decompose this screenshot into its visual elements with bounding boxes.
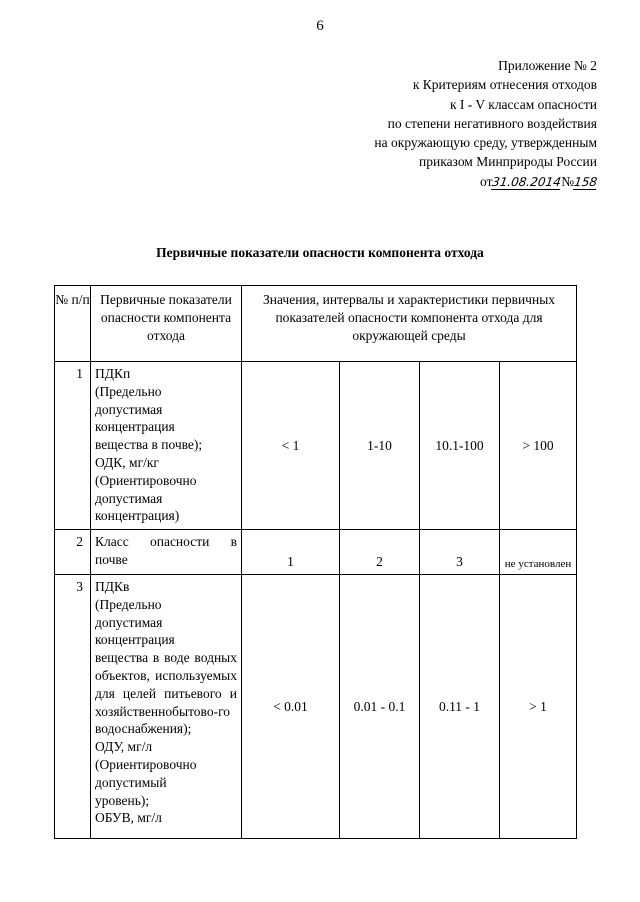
- table-row: [55, 575, 577, 839]
- value-cell: 3: [420, 530, 500, 575]
- header-num: № п/п: [55, 286, 91, 362]
- indicator-line: концентрация: [95, 632, 175, 648]
- indicator-line: уровень);: [95, 792, 150, 808]
- indicator-line: концентрация: [95, 419, 175, 435]
- value-cell: 0.11 - 1: [420, 575, 500, 839]
- appendix-line: к I - V классам опасности: [449, 96, 597, 112]
- appendix-line: по степени негативного воздействия: [387, 115, 597, 131]
- appendix-date-line: [374, 172, 597, 191]
- indicator-line: допустимая: [95, 490, 163, 506]
- indicator-line: допустимая: [95, 401, 163, 417]
- value-cell: 0.01 - 0.1: [340, 575, 420, 839]
- date-prefix: от: [480, 173, 493, 189]
- value-cell: > 100: [500, 362, 577, 530]
- value-cell: < 0.01: [242, 575, 340, 839]
- indicator-line: допустимая: [95, 614, 163, 630]
- value-cell: 10.1-100: [420, 362, 500, 530]
- indicator-line: концентрация): [95, 508, 180, 524]
- table-row: [55, 362, 577, 530]
- value-cell: 1-10: [340, 362, 420, 530]
- header-values: Значения, интервалы и характеристики первичных показателей опасности компонента отхода для окружающей среды: [242, 286, 577, 362]
- header-indicator: Первичные показатели опасности компонента отхода: [91, 286, 242, 362]
- handwritten-number: 158: [573, 174, 599, 189]
- value-cell: > 1: [500, 575, 577, 839]
- indicator-line: допустимый: [95, 774, 167, 790]
- appendix-line: к Критериям отнесения отходов: [412, 77, 597, 93]
- indicator-line: (Ориентировочно: [95, 472, 197, 488]
- appendix-line: приказом Минприроды России: [419, 154, 597, 170]
- number-sign: №: [561, 173, 575, 189]
- indicator-line: ПДКп: [95, 366, 131, 381]
- value-cell: < 1: [242, 362, 340, 530]
- hazard-indicators-table: [54, 285, 577, 839]
- indicator-line: ОДК, мг/кг: [95, 454, 159, 470]
- appendix-line: Приложение № 2: [498, 58, 597, 73]
- row-number: 2: [55, 530, 91, 575]
- row-number: 3: [55, 575, 91, 839]
- row-indicator: Класс опасности в почве: [91, 530, 242, 575]
- table-header-row: [55, 286, 577, 362]
- handwritten-date: 31.08.2014: [491, 174, 563, 189]
- document-title: Первичные показатели опасности компонента отхода: [156, 245, 484, 260]
- value-cell: не установлен: [500, 530, 577, 575]
- appendix-block: [374, 56, 597, 191]
- indicator-line: (Предельно: [95, 383, 162, 399]
- row-indicator: [91, 575, 242, 839]
- indicator-line: ОДУ, мг/л: [95, 739, 153, 755]
- indicator-line: вещества в воде водных объектов, используемых для целей питьевого и хозяйственнобытово-го водоснабжения);: [95, 650, 237, 737]
- row-indicator: [91, 362, 242, 530]
- page-number: 6: [316, 18, 324, 34]
- row-number: 1: [55, 362, 91, 530]
- appendix-line: на окружающую среду, утвержденным: [374, 135, 597, 151]
- indicator-line: ПДКв: [95, 579, 130, 594]
- indicator-line: (Предельно: [95, 596, 162, 612]
- indicator-line: (Ориентировочно: [95, 756, 197, 772]
- indicator-line: ОБУВ, мг/л: [95, 810, 162, 826]
- table-row: [55, 530, 577, 575]
- indicator-line: вещества в почве);: [95, 437, 203, 453]
- value-cell: 2: [340, 530, 420, 575]
- value-cell: 1: [242, 530, 340, 575]
